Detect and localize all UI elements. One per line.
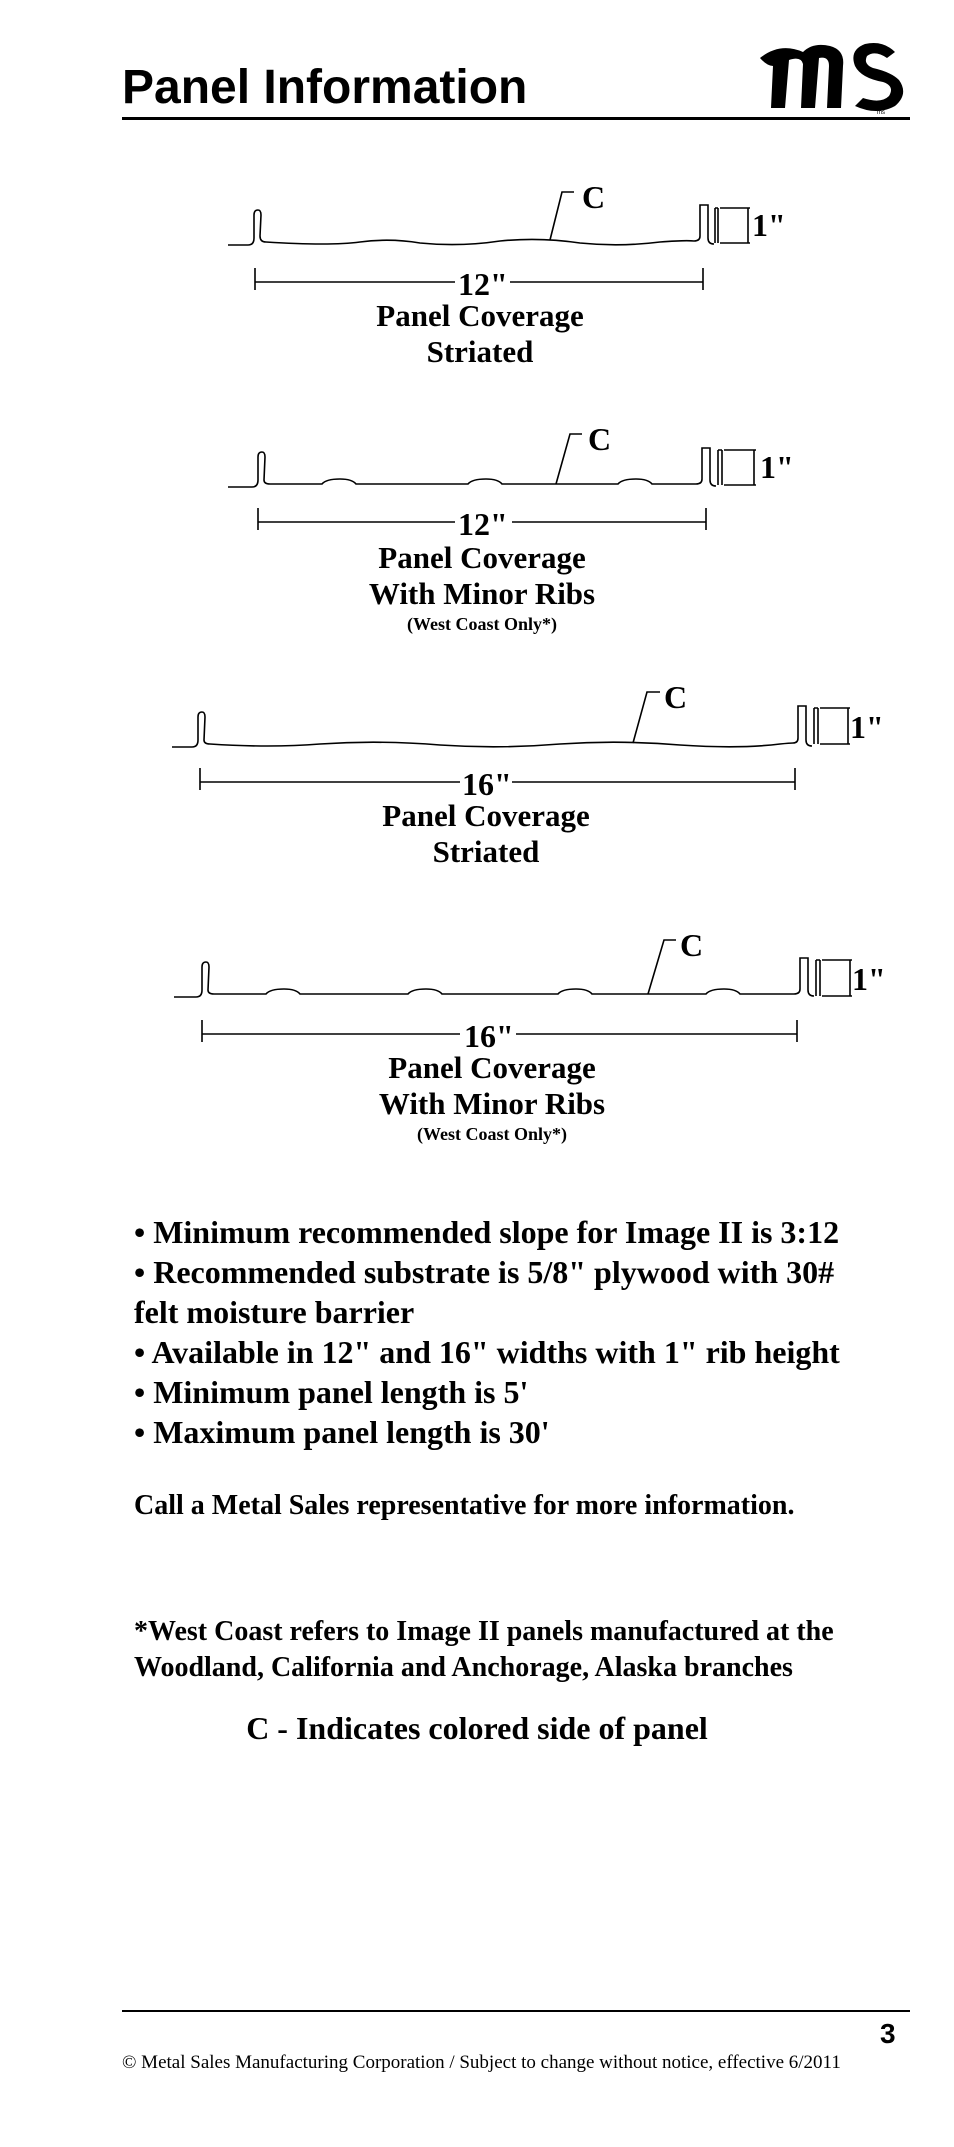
legend-text: C - Indicates colored side of panel <box>246 1710 708 1746</box>
copyright-text: © Metal Sales Manufacturing Corporation / Subject to change without notice, effective 6/2011 <box>122 2052 841 2073</box>
svg-text:C: C <box>680 927 704 963</box>
svg-text:ms: ms <box>877 110 885 116</box>
svg-text:16": 16" <box>462 766 512 802</box>
list-item: • Minimum recommended slope for Image II is 3:12 <box>134 1214 840 1250</box>
coverage-width-label: 12" <box>458 266 508 302</box>
svg-text:16": 16" <box>464 1018 514 1054</box>
footer-divider <box>122 2010 910 2012</box>
svg-text:1": 1" <box>850 709 884 745</box>
list-item: • Minimum panel length is 5' <box>134 1374 529 1410</box>
list-item: • Available in 12" and 16" widths with 1" rib height <box>134 1334 840 1370</box>
page-number: 3 <box>880 2018 896 2049</box>
list-item: felt moisture barrier <box>134 1294 415 1330</box>
svg-text:1": 1" <box>760 449 794 485</box>
west-coast-note: *West Coast refers to Image II panels manufactured at the Woodland, California and Anchorage, Alaska branches <box>134 1616 834 1683</box>
color-side-marker: C <box>582 179 606 215</box>
contact-text: Call a Metal Sales representative for more information. <box>134 1490 795 1521</box>
svg-text:1": 1" <box>852 961 886 997</box>
svg-text:C: C <box>664 679 688 715</box>
specification-list <box>134 1212 924 1452</box>
svg-text:12": 12" <box>458 506 508 542</box>
page-title: Panel Information <box>122 61 528 114</box>
svg-text:C: C <box>588 421 612 457</box>
list-item: • Maximum panel length is 30' <box>134 1414 550 1450</box>
list-item: • Recommended substrate is 5/8" plywood with 30# <box>134 1254 835 1290</box>
rib-height-label: 1" <box>752 207 786 243</box>
